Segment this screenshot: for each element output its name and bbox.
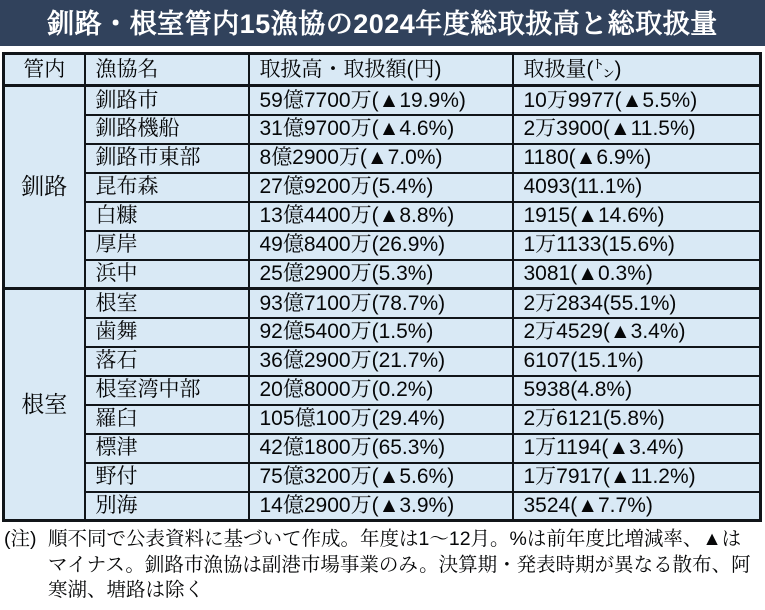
volume-cell: 1万7917(▲11.2%) (513, 463, 761, 492)
amount-cell: 25億2900万(5.3%) (249, 260, 513, 289)
table-body (4, 86, 761, 521)
name-cell: 浜中 (85, 260, 249, 289)
footnote (0, 522, 765, 604)
table-row (4, 289, 761, 318)
name-cell: 白糠 (85, 202, 249, 231)
table-row (4, 347, 761, 376)
amount-cell: 8億2900万(▲7.0%) (249, 144, 513, 173)
name-cell: 厚岸 (85, 231, 249, 260)
table-row (4, 173, 761, 202)
header-volume: 取扱量(㌧) (513, 54, 761, 86)
volume-cell: 3524(▲7.7%) (513, 492, 761, 521)
name-cell: 羅臼 (85, 405, 249, 434)
table-row (4, 318, 761, 347)
volume-cell: 10万9977(▲5.5%) (513, 86, 761, 115)
header-name: 漁協名 (85, 54, 249, 86)
name-cell: 釧路機船 (85, 115, 249, 144)
amount-cell: 27億9200万(5.4%) (249, 173, 513, 202)
amount-cell: 14億2900万(▲3.9%) (249, 492, 513, 521)
fishery-table (2, 52, 762, 522)
page-title: 釧路・根室管内15漁協の2024年度総取扱高と総取扱量 (47, 8, 718, 39)
footnote-label: (注) (4, 528, 37, 550)
name-cell: 標津 (85, 434, 249, 463)
amount-cell: 36億2900万(21.7%) (249, 347, 513, 376)
volume-cell: 1万1133(15.6%) (513, 231, 761, 260)
volume-cell: 2万2834(55.1%) (513, 289, 761, 318)
volume-cell: 6107(15.1%) (513, 347, 761, 376)
region-cell: 釧路 (4, 86, 85, 289)
name-cell: 釧路市東部 (85, 144, 249, 173)
name-cell: 昆布森 (85, 173, 249, 202)
region-cell: 根室 (4, 289, 85, 521)
table-row (4, 492, 761, 521)
volume-cell: 2万4529(▲3.4%) (513, 318, 761, 347)
amount-cell: 93億7100万(78.7%) (249, 289, 513, 318)
name-cell: 釧路市 (85, 86, 249, 115)
table-row (4, 434, 761, 463)
table-row (4, 86, 761, 115)
table-row (4, 376, 761, 405)
amount-cell: 42億1800万(65.3%) (249, 434, 513, 463)
table-row (4, 231, 761, 260)
amount-cell: 31億9700万(▲4.6%) (249, 115, 513, 144)
amount-cell: 20億8000万(0.2%) (249, 376, 513, 405)
title-bar (0, 0, 765, 46)
volume-cell: 4093(11.1%) (513, 173, 761, 202)
table-row (4, 115, 761, 144)
table-row (4, 463, 761, 492)
header-region: 管内 (4, 54, 85, 86)
volume-cell: 3081(▲0.3%) (513, 260, 761, 289)
name-cell: 歯舞 (85, 318, 249, 347)
footnote-text: 順不同で公表資料に基づいて作成。年度は1〜12月。%は前年度比増減率、▲はマイナス。釧路市漁協は副港市場事業のみ。決算期・発表時期が異なる散布、阿寒湖、塘路は除く (48, 528, 751, 602)
amount-cell: 105億100万(29.4%) (249, 405, 513, 434)
header-row (4, 54, 761, 86)
table-row (4, 260, 761, 289)
volume-cell: 1915(▲14.6%) (513, 202, 761, 231)
amount-cell: 13億4400万(▲8.8%) (249, 202, 513, 231)
amount-cell: 75億3200万(▲5.6%) (249, 463, 513, 492)
table-header (4, 54, 761, 86)
amount-cell: 49億8400万(26.9%) (249, 231, 513, 260)
volume-cell: 1万1194(▲3.4%) (513, 434, 761, 463)
name-cell: 根室 (85, 289, 249, 318)
amount-cell: 92億5400万(1.5%) (249, 318, 513, 347)
name-cell: 根室湾中部 (85, 376, 249, 405)
header-amount: 取扱高・取扱額(円) (249, 54, 513, 86)
table-row (4, 405, 761, 434)
volume-cell: 1180(▲6.9%) (513, 144, 761, 173)
name-cell: 野付 (85, 463, 249, 492)
name-cell: 落石 (85, 347, 249, 376)
table-row (4, 202, 761, 231)
name-cell: 別海 (85, 492, 249, 521)
volume-cell: 2万6121(5.8%) (513, 405, 761, 434)
amount-cell: 59億7700万(▲19.9%) (249, 86, 513, 115)
volume-cell: 5938(4.8%) (513, 376, 761, 405)
volume-cell: 2万3900(▲11.5%) (513, 115, 761, 144)
table-row (4, 144, 761, 173)
